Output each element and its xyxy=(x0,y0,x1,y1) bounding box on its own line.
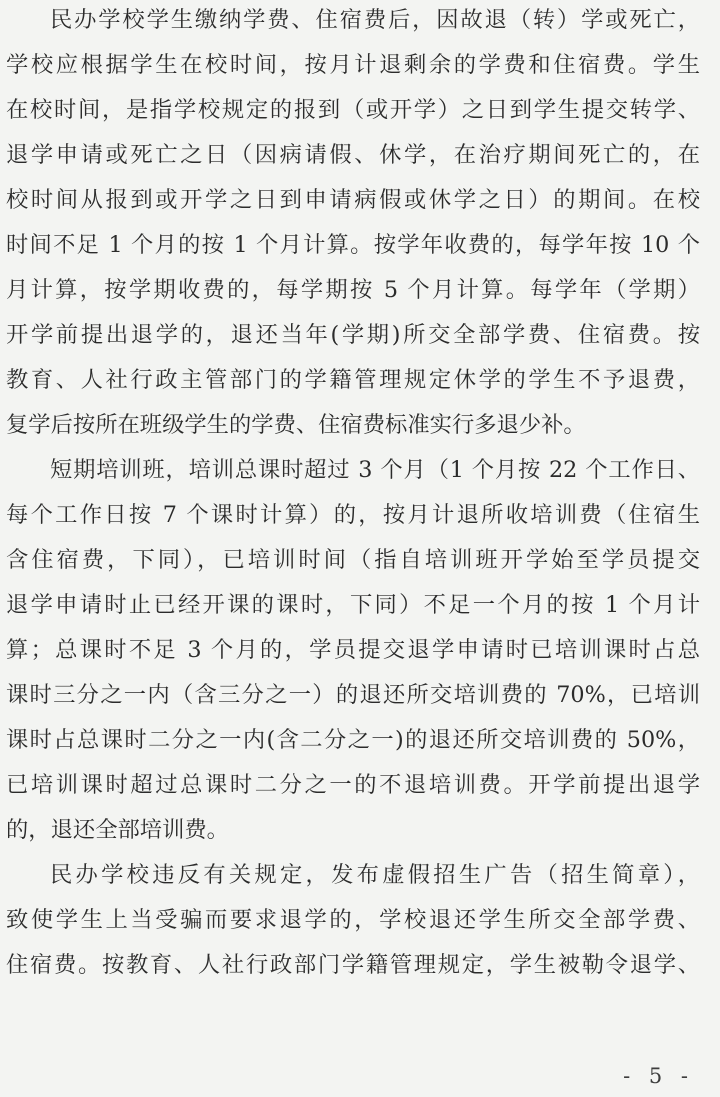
text-line: 退学申请或死亡之日（因病请假、休学，在治疗期间死亡的，在 xyxy=(6,142,700,168)
text-line: 开学前提出退学的，退还当年(学期)所交全部学费、住宿费。按 xyxy=(6,322,700,348)
text-line: 含住宿费，下同），已培训时间（指自培训班开学始至学员提交 xyxy=(6,547,700,573)
text-line: 民办学校学生缴纳学费、住宿费后，因故退（转）学或死亡， xyxy=(50,7,700,33)
text-line: 复学后按所在班级学生的学费、住宿费标准实行多退少补。 xyxy=(6,412,586,438)
text-line: 的，退还全部培训费。 xyxy=(6,817,229,843)
text-line: 致使学生上当受骗而要求退学的，学校退还学生所交全部学费、 xyxy=(6,907,700,933)
text-line: 退学申请时止已经开课的课时，下同）不足一个月的按 1 个月计 xyxy=(6,592,700,618)
text-line: 算；总课时不足 3 个月的，学员提交退学申请时已培训课时占总 xyxy=(6,637,700,663)
text-line: 时间不足 1 个月的按 1 个月计算。按学年收费的，每学年按 10 个 xyxy=(6,232,700,258)
text-line: 教育、人社行政主管部门的学籍管理规定休学的学生不予退费， xyxy=(6,367,700,393)
text-line: 在校时间，是指学校规定的报到（或开学）之日到学生提交转学、 xyxy=(6,97,700,123)
text-line: 课时三分之一内（含三分之一）的退还所交培训费的 70%，已培训 xyxy=(6,682,700,708)
page-number: - 5 - xyxy=(623,1064,694,1088)
text-line: 住宿费。按教育、人社行政部门学籍管理规定，学生被勒令退学、 xyxy=(6,952,700,978)
text-line: 每个工作日按 7 个课时计算）的，按月计退所收培训费（住宿生 xyxy=(6,502,700,528)
text-line: 已培训课时超过总课时二分之一的不退培训费。开学前提出退学 xyxy=(6,772,700,798)
text-line: 课时占总课时二分之一内(含二分之一)的退还所交培训费的 50%， xyxy=(6,727,700,753)
text-line: 短期培训班，培训总课时超过 3 个月（1 个月按 22 个工作日、 xyxy=(50,457,700,483)
text-line: 民办学校违反有关规定，发布虚假招生广告（招生简章）， xyxy=(50,862,700,888)
text-line: 学校应根据学生在校时间，按月计退剩余的学费和住宿费。学生 xyxy=(6,52,700,78)
text-line: 校时间从报到或开学之日到申请病假或休学之日）的期间。在校 xyxy=(6,187,700,213)
text-line: 月计算，按学期收费的，每学期按 5 个月计算。每学年（学期） xyxy=(6,277,700,303)
